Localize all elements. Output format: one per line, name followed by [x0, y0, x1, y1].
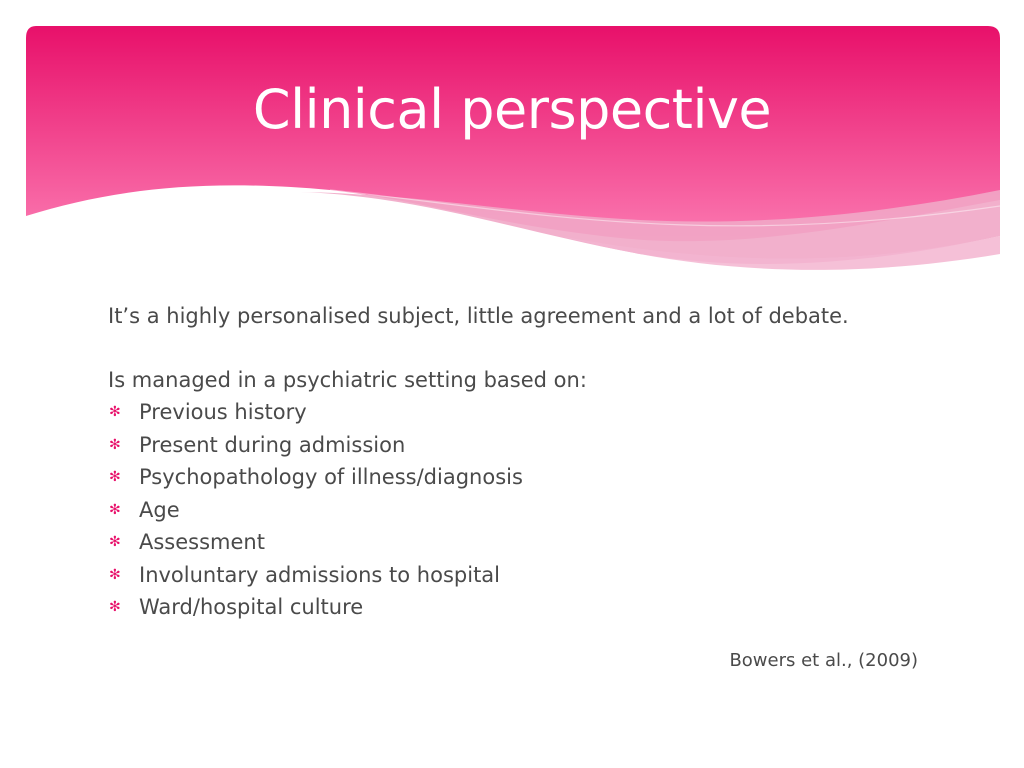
list-item	[108, 396, 948, 429]
list-item-label: Ward/hospital culture	[139, 595, 364, 619]
asterisk-bullet-icon: ✻	[109, 404, 121, 420]
list-item	[108, 559, 948, 592]
list-item-label: Psychopathology of illness/diagnosis	[139, 465, 523, 489]
asterisk-bullet-icon: ✻	[109, 469, 121, 485]
lead-text: Is managed in a psychiatric setting based on:	[108, 368, 587, 392]
asterisk-bullet-icon: ✻	[109, 534, 121, 550]
list-item	[108, 461, 948, 494]
slide-body	[108, 300, 948, 624]
list-item-label: Previous history	[139, 400, 307, 424]
asterisk-bullet-icon: ✻	[109, 599, 121, 615]
list-item-label: Age	[139, 497, 180, 522]
slide-title: Clinical perspective	[252, 78, 772, 141]
list-item-label: Involuntary admissions to hospital	[139, 562, 501, 587]
intro-text: It’s a highly personalised subject, little agreement and a lot of debate.	[108, 304, 849, 328]
list-item-label: Present during admission	[139, 432, 406, 457]
asterisk-bullet-icon: ✻	[109, 566, 121, 583]
list-item	[108, 526, 948, 559]
bullet-list	[108, 396, 948, 624]
list-item-label: Assessment	[139, 530, 265, 554]
list-item	[108, 494, 948, 527]
asterisk-bullet-icon: ✻	[109, 436, 121, 453]
list-item	[108, 429, 948, 462]
header-banner	[0, 0, 1024, 300]
asterisk-bullet-icon: ✻	[109, 501, 121, 518]
citation: Bowers et al., (2009)	[729, 650, 918, 671]
list-item	[108, 591, 948, 624]
